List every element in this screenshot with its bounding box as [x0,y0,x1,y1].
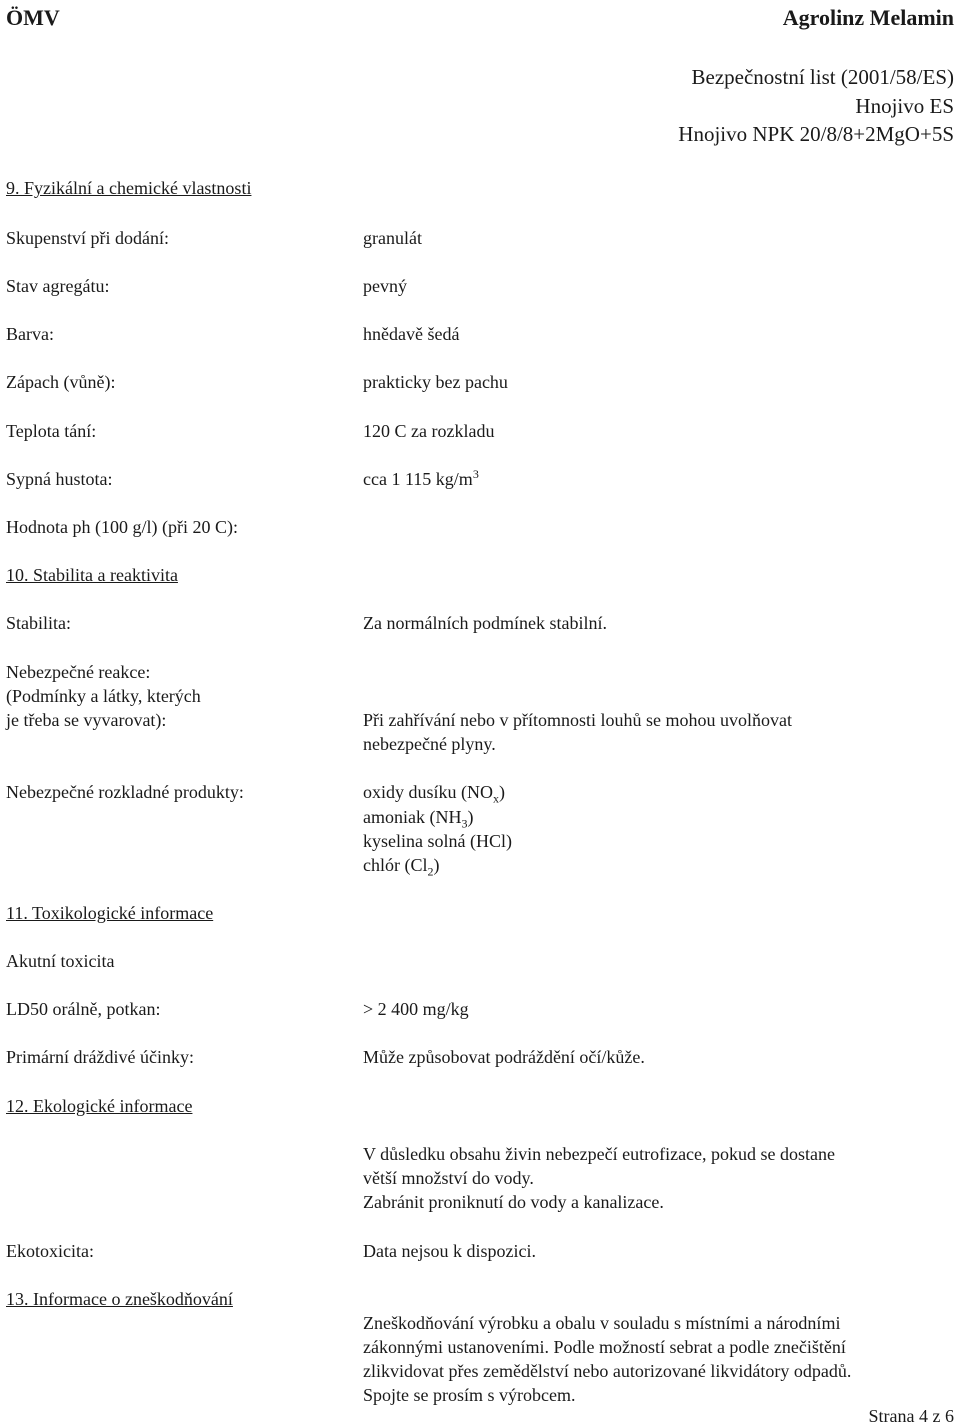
product-text: amoniak (NH [363,807,462,827]
ld50-value: > 2 400 mg/kg [363,999,469,1019]
header-line-2: Hnojivo ES [855,94,954,118]
reactions-value-line: Při zahřívání nebo v přítomnosti louhů se mohou uvolňovat [363,710,792,730]
irritant-label: Primární dráždivé účinky: [6,1047,194,1067]
property-label: Sypná hustota: [6,469,113,489]
property-value: pevný [363,276,407,296]
ecology-text-line: Zabránit proniknutí do vody a kanalizace. [363,1192,664,1212]
ecotoxicity-value: Data nejsou k dispozici. [363,1241,536,1261]
decomposition-product [363,805,473,829]
disposal-text-line: Spojte se prosím s výrobcem. [363,1385,576,1405]
stability-value: Za normálních podmínek stabilní. [363,613,607,633]
decomposition-product [363,780,505,804]
section-9-title: 9. Fyzikální a chemické vlastnosti [6,178,252,198]
stability-label: Stabilita: [6,613,71,633]
density-exponent: 3 [472,467,479,481]
ecology-text-line: větší množství do vody. [363,1168,534,1188]
reactions-label-line: Nebezpečné reakce: [6,662,151,682]
reactions-value-line: nebezpečné plyny. [363,734,496,754]
property-label: Skupenství při dodání: [6,228,169,248]
reactions-label-line: (Podmínky a látky, kterých [6,686,201,706]
decomposition-label: Nebezpečné rozkladné produkty: [6,782,244,802]
property-value: hnědavě šedá [363,324,460,344]
reactions-label-line: je třeba se vyvarovat): [6,710,167,730]
company-name: ÖMV [6,5,60,30]
product-subscript: x [493,791,499,806]
acute-toxicity-heading: Akutní toxicita [6,951,115,971]
header-line-3: Hnojivo NPK 20/8/8+2MgO+5S [678,122,954,146]
density-value: cca 1 115 kg/m [363,469,473,489]
property-value: 120 C za rozkladu [363,421,495,441]
disposal-text-line: zlikvidovat přes zemědělství nebo autorizované likvidátory odpadů. [363,1361,852,1381]
ecotoxicity-label: Ekotoxicita: [6,1241,94,1261]
property-label: Zápach (vůně): [6,372,116,392]
product-subscript: 3 [461,816,468,831]
product-text: oxidy dusíku (NO [363,782,493,802]
irritant-value: Může způsobovat podráždění očí/kůže. [363,1047,645,1067]
disposal-text-line: zákonnými ustanoveními. Podle možností sebrat a podle znečištění [363,1337,846,1357]
property-label: Stav agregátu: [6,276,110,296]
property-value [363,467,479,491]
product-text: kyselina solná (HCl) [363,831,512,851]
decomposition-product [363,853,440,877]
section-12-title: 12. Ekologické informace [6,1096,193,1116]
product-text: ) [467,807,474,827]
section-10-title: 10. Stabilita a reaktivita [6,565,178,585]
property-label: Hodnota ph (100 g/l) (při 20 C): [6,517,238,537]
decomposition-product [363,829,512,853]
product-text: chlór (Cl [363,855,428,875]
property-value: prakticky bez pachu [363,372,508,392]
disposal-text-line: Zneškodňování výrobku a obalu v souladu s místními a národními [363,1313,841,1333]
section-11-title: 11. Toxikologické informace [6,903,214,923]
property-value: granulát [363,228,422,248]
page-number: Strana 4 z 6 [868,1406,954,1426]
product-text: ) [499,782,505,802]
property-label: Teplota tání: [6,421,97,441]
ecology-text-line: V důsledku obsahu živin nebezpečí eutrofizace, pokud se dostane [363,1144,836,1164]
product-subscript: 2 [427,864,434,879]
ld50-label: LD50 orálně, potkan: [6,999,161,1019]
product-name: Agrolinz Melamin [782,5,954,30]
product-text: ) [433,855,440,875]
section-13-title: 13. Informace o zneškodňování [6,1289,233,1309]
document-title: Bezpečnostní list (2001/58/ES) [691,65,954,89]
property-label: Barva: [6,324,54,344]
